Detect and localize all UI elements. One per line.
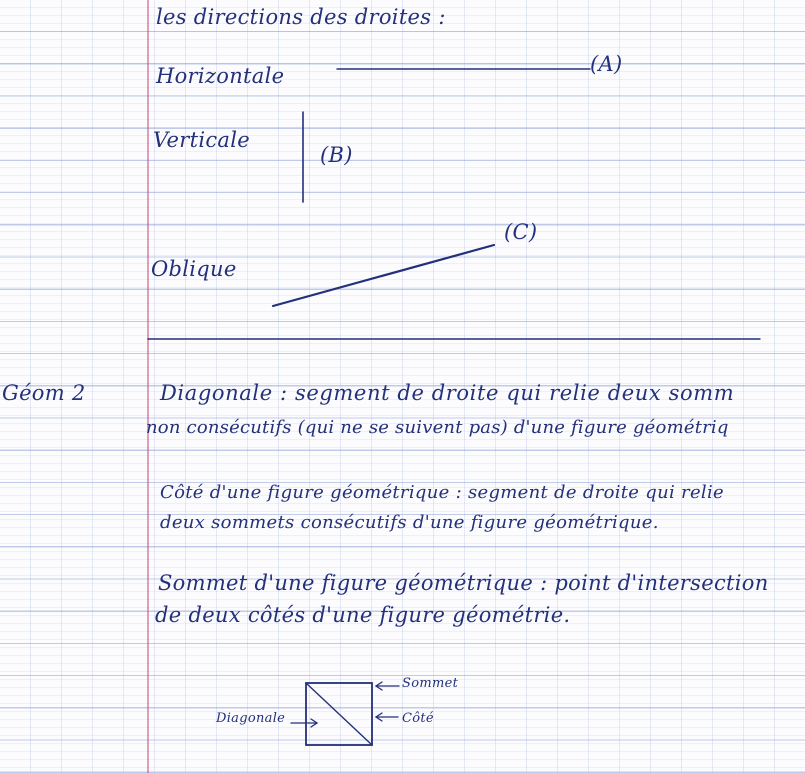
diagram-label-cote: Côté [402, 711, 434, 726]
definition-diagonale-line1: Diagonale : segment de droite qui relie deux somm [160, 381, 735, 405]
diagram-label-sommet: Sommet [402, 676, 459, 691]
square-diagonal [306, 683, 372, 745]
label-oblique: Oblique [151, 257, 237, 281]
definition-cote-line2: deux sommets consécutifs d'une figure géométrique. [160, 512, 659, 533]
diagram-label-diagonale: Diagonale [216, 711, 286, 726]
heading-directions: les directions des droites : [156, 5, 446, 29]
tag-c: (C) [504, 220, 538, 244]
definition-sommet-line1: Sommet d'une figure géométrique : point d'intersection [158, 571, 769, 595]
arrow-sommet [376, 682, 399, 690]
label-horizontale: Horizontale [156, 64, 285, 88]
arrow-cote [376, 713, 398, 721]
definition-cote-line1: Côté d'une figure géométrique : segment de droite qui relie [160, 482, 724, 503]
tag-a: (A) [590, 52, 623, 76]
oblique-line [273, 245, 494, 306]
tag-b: (B) [320, 143, 353, 167]
definition-diagonale-line2: non consécutifs (qui ne se suivent pas) d'une figure géométriq [146, 417, 729, 438]
definition-sommet-line2: de deux côtés d'une figure géométrie. [155, 603, 571, 627]
label-verticale: Verticale [153, 128, 250, 152]
margin-note: Géom 2 [2, 381, 86, 405]
arrow-diagonale [291, 719, 317, 727]
